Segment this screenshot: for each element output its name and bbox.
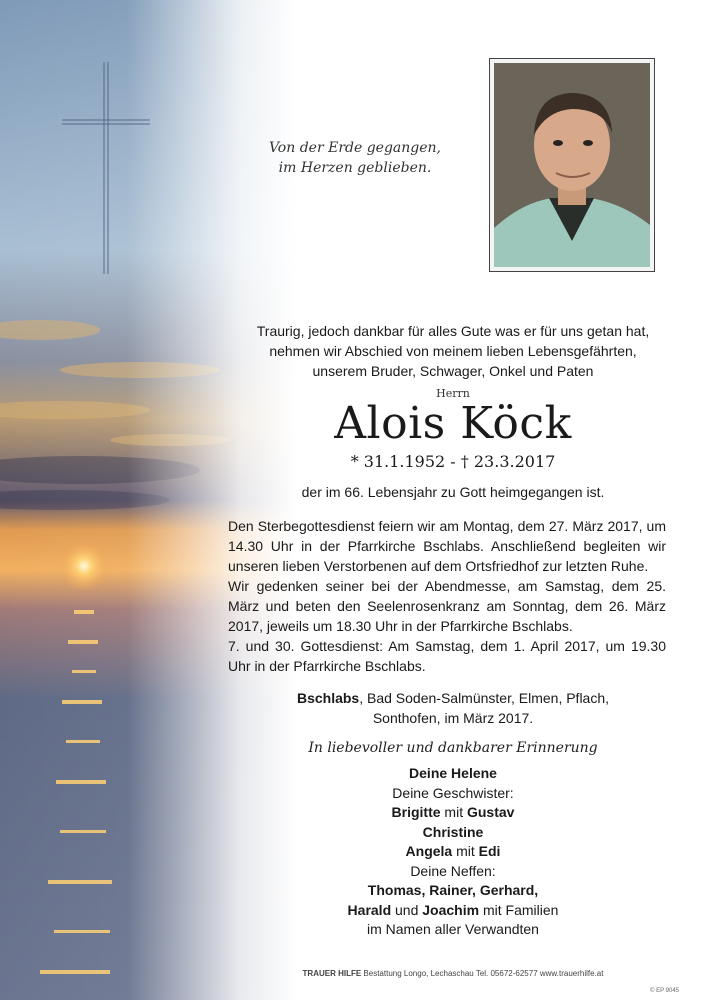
sibling-name: Christine bbox=[422, 823, 484, 840]
siblings-label: Deine Geschwister: bbox=[392, 784, 514, 801]
footer bbox=[228, 969, 678, 978]
nephew-name: Joachim bbox=[422, 901, 480, 918]
cross-icon bbox=[60, 60, 152, 276]
sibling-partner-name: Edi bbox=[478, 843, 501, 859]
intro-line-1: Traurig, jedoch dankbar für alles Gute was er für uns getan hat, bbox=[256, 323, 650, 339]
sibling-name: Brigitte bbox=[391, 804, 441, 820]
portrait-image bbox=[494, 63, 650, 267]
portrait-photo bbox=[489, 58, 655, 272]
und-word: und bbox=[391, 901, 423, 918]
nephews-label: Deine Neffen: bbox=[410, 862, 496, 879]
nephew-names: Thomas, Rainer, Gerhard, bbox=[367, 882, 539, 898]
deceased-name: Alois Köck bbox=[334, 398, 572, 449]
footer-text: Bestattung Longo, Lechaschau Tel. 05672-62577 www.trauerhilfe.at bbox=[361, 969, 604, 978]
with-families: mit Familien bbox=[479, 901, 559, 918]
motto bbox=[255, 138, 455, 178]
footer-brand: TRAUER HILFE bbox=[302, 969, 362, 978]
motto-line-1: Von der Erde gegangen, bbox=[268, 140, 441, 156]
partner-name: Deine Helene bbox=[409, 765, 497, 781]
sibling-name: Angela bbox=[405, 843, 453, 859]
mit-word: mit bbox=[452, 843, 479, 859]
print-code: © EP 9045 bbox=[650, 988, 679, 994]
sibling-partner-name: Gustav bbox=[466, 804, 515, 820]
funeral-service-paragraph: Den Sterbegottesdienst feiern wir am Montag, dem 27. März 2017, um 14.30 Uhr in der Pfarrkirche Bschlabs. Anschließend begleiten wir unseren lieben Verstorbenen auf dem Ortsfriedhof zur letzten Ruhe. bbox=[228, 518, 666, 574]
place-bold: Bschlabs bbox=[296, 690, 360, 706]
places-line-2: Sonthofen, im März 2017. bbox=[372, 710, 534, 726]
nephew-name: Harald bbox=[347, 901, 392, 918]
motto-line-2: im Herzen geblieben. bbox=[278, 160, 432, 176]
intro-line-2: nehmen wir Abschied von meinem lieben Lebensgefährten, bbox=[269, 343, 637, 359]
places-rest: , Bad Soden-Salmünster, Elmen, Pflach, bbox=[359, 690, 610, 706]
intro-line-3: unserem Bruder, Schwager, Onkel und Paten bbox=[312, 363, 594, 379]
places-and-date bbox=[228, 688, 678, 728]
life-dates: * 31.1.1952 - † 23.3.2017 bbox=[350, 452, 556, 471]
mit-word: mit bbox=[440, 804, 467, 820]
memorial-paragraph: Wir gedenken seiner bei der Abendmesse, am Samstag, dem 25. März und beten den Seelenrosenkranz am Sonntag, dem 26. März 2017, jeweils um 18.30 Uhr in der Pfarrkirche Bschlabs. bbox=[228, 578, 666, 634]
memory-line: In liebevoller und dankbarer Erinnerung bbox=[308, 740, 598, 756]
age-line: der im 66. Lebensjahr zu Gott heimgegangen ist. bbox=[301, 484, 605, 500]
family-list bbox=[228, 764, 678, 940]
intro-text bbox=[228, 321, 678, 381]
all-relatives: im Namen aller Verwandten bbox=[367, 921, 539, 937]
service-dates-paragraph: 7. und 30. Gottesdienst: Am Samstag, dem 1. April 2017, um 19.30 Uhr in der Pfarrkirche Bschlabs. bbox=[228, 638, 666, 674]
salutation: Herrn bbox=[436, 387, 470, 400]
